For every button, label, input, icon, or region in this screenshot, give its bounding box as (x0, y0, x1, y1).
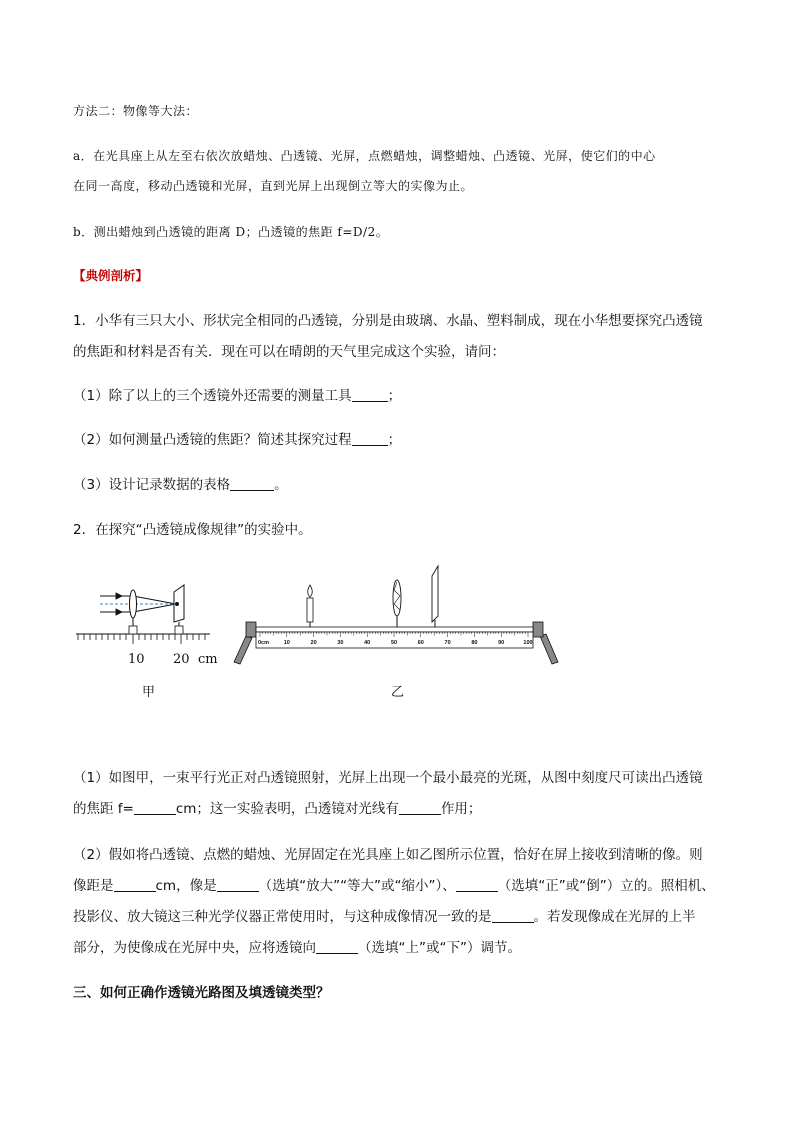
q1-part1-text: （1）除了以上的三个透镜外还需要的测量工具 (73, 388, 352, 404)
ruler-label: 60 (417, 640, 424, 646)
figure-jia (76, 585, 210, 644)
q1-line1: 1．小华有三只大小、形状完全相同的凸透镜，分别是由玻璃、水晶、塑料制成，现在小华想要探究凸透镜 (73, 313, 703, 329)
answer-blank[interactable] (134, 800, 176, 815)
q2-part2-seg3: （选填“放大”“等大”或“缩小”）、 (258, 878, 456, 894)
ruler-label: 50 (390, 640, 398, 646)
ruler-label: 100 (523, 640, 533, 646)
q2-part2-line3 (73, 907, 733, 927)
q1-part2-end: ； (387, 432, 402, 448)
q2-intro: 2．在探究“凸透镜成像规律”的实验中。 (73, 522, 312, 538)
method2-step-a-line2: 在同一高度，移动凸透镜和光屏，直到光屏上出现倒立等大的实像为止。 (73, 179, 474, 193)
figure-jia-tick-20: 20 (173, 652, 190, 667)
q1-line2: 的焦距和材料是否有关．现在可以在晴朗的天气里完成这个实验，请问： (73, 344, 505, 360)
q2-part1-seg3: 作用； (440, 801, 482, 817)
q2-part1-seg2: cm；这一实验表明，凸透镜对光线有 (175, 801, 399, 817)
figure-jia-tick-10: 10 (128, 652, 145, 667)
answer-blank[interactable] (316, 939, 358, 954)
q2-part2-seg8: （选填“上”或“下”）调节。 (358, 940, 521, 956)
answer-blank[interactable] (217, 877, 259, 892)
answer-blank[interactable] (456, 877, 498, 892)
q1-part1-end: ； (387, 388, 402, 404)
method2-title: 方法二：物像等大法： (73, 104, 199, 118)
figure-jia-caption: 甲 (142, 685, 156, 700)
answer-blank[interactable] (114, 877, 156, 892)
q2-part2-seg1: 像距是 (73, 878, 114, 894)
q2-part2-line1: （2）假如将凸透镜、点燃的蜡烛、光屏固定在光具座上如乙图所示位置，恰好在屏上接收到清晰的像。则 (73, 847, 703, 863)
section3-heading: 三、如何正确作透镜光路图及填透镜类型？ (73, 985, 330, 1001)
ruler-label: 10 (283, 640, 290, 646)
ruler-label: 30 (337, 640, 344, 646)
ruler-label: 80 (471, 640, 478, 646)
q1-part3-end: 。 (274, 477, 288, 493)
q2-part2-line2 (73, 876, 733, 896)
ruler-label: 70 (444, 640, 451, 646)
q1-part3-text: （3）设计记录数据的表格 (73, 477, 231, 493)
q2-part2-seg6: 。若发现像成在光屏的上半 (533, 909, 696, 925)
figure-yi (234, 566, 558, 664)
method2-step-a-line1: a．在光具座上从左至右依次放蜡烛、凸透镜、光屏，点燃蜡烛，调整蜡烛、凸透镜、光屏，使它们的中心 (73, 149, 656, 163)
ruler-label: 90 (498, 640, 505, 646)
q2-part2-seg5: 投影仪、放大镜这三种光学仪器正常使用时，与这种成像情况一致的是 (73, 909, 492, 925)
q1-part2-text: （2）如何测量凸透镜的焦距？简述其探究过程 (73, 432, 352, 448)
section-label-example: 【典例剖析】 (73, 268, 149, 283)
figure-jia-unit: cm (198, 652, 218, 667)
answer-blank[interactable] (492, 908, 534, 923)
figure-yi-caption: 乙 (391, 685, 405, 700)
method2-step-b: b．测出蜡烛到凸透镜的距离 D；凸透镜的焦距 f=D/2。 (73, 225, 389, 239)
ruler-label: 40 (364, 640, 371, 646)
q2-part1-line2 (73, 799, 733, 819)
q2-part2-seg4: （选填“正”或“倒”）立的。照相机、 (497, 878, 715, 894)
q2-part2-seg7: 部分，为使像成在光屏中央，应将透镜向 (73, 940, 316, 956)
ruler-label: 0cm (258, 640, 270, 646)
answer-blank[interactable] (399, 800, 441, 815)
q2-part1-line1: （1）如图甲，一束平行光正对凸透镜照射，光屏上出现一个最小最亮的光斑，从图中刻度尺可读出凸透镜 (73, 770, 703, 786)
q2-part2-seg2: cm，像是 (155, 878, 217, 894)
q2-part2-line4 (73, 938, 733, 958)
ruler-label: 20 (310, 640, 317, 646)
q2-part1-seg1: 的焦距 f= (73, 801, 134, 817)
